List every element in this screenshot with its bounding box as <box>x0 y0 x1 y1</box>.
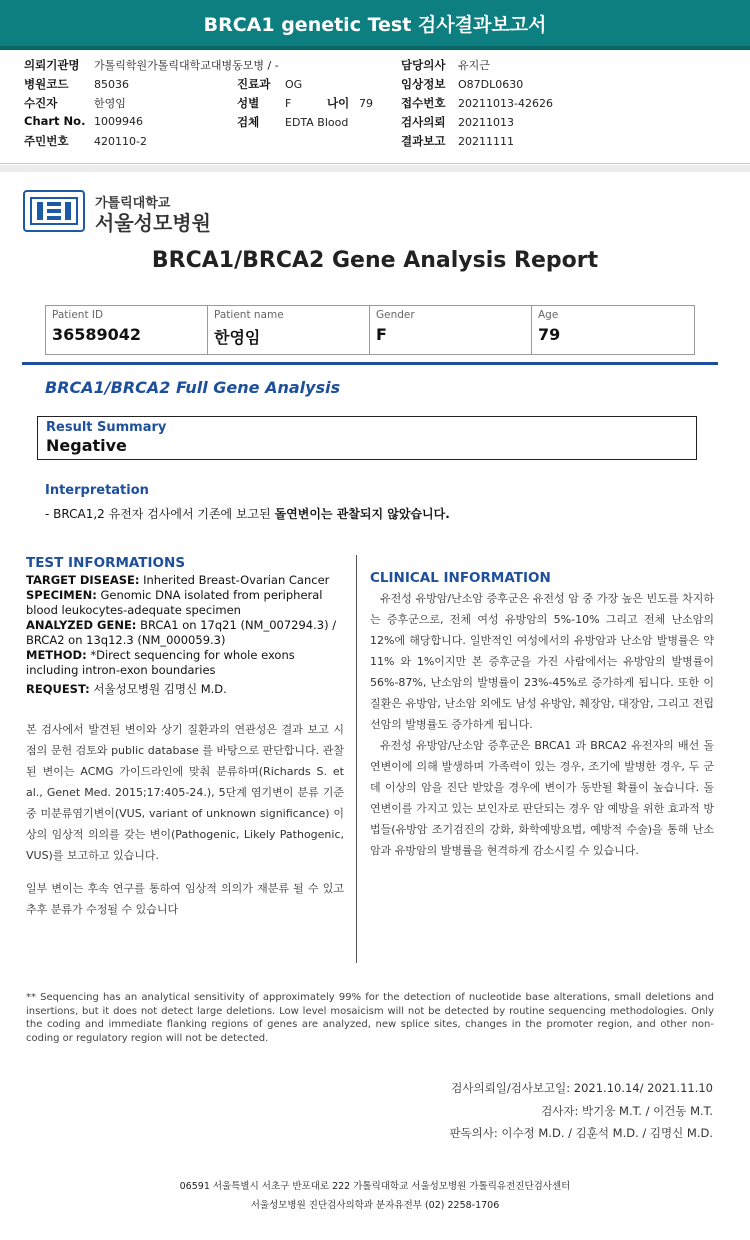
reclassification-paragraph: 일부 변이는 후속 연구를 통하여 임상적 의의가 재분류 될 수 있고 추후 분류가 수정될 수 있습니다 <box>26 882 344 916</box>
meta-value: 가톨릭학원가톨릭대학교대병동모병 / - <box>94 59 279 72</box>
clinical-info-section <box>370 570 714 861</box>
meta-label: 진료과 <box>237 77 271 91</box>
meta-value: EDTA Blood <box>285 116 349 129</box>
interpretation-conclusion: 돌연변이는 관찰되지 않았습니다. <box>274 507 450 521</box>
meta-institution <box>24 57 279 73</box>
logo-university-name: 가톨릭대학교 <box>95 196 171 211</box>
address-line-2: 서울성모병원 진단검사의학과 분자유전부 (02) 2258-1706 <box>250 1200 500 1211</box>
request-value: 서울성모병원 김명신 M.D. <box>89 682 227 696</box>
specimen-label: SPECIMEN: <box>26 588 97 602</box>
method-label: METHOD: <box>26 648 87 662</box>
test-info-title: TEST INFORMATIONS <box>26 555 186 571</box>
target-disease <box>26 573 344 588</box>
variant-classification-paragraph: 본 검사에서 발견된 변이와 상기 질환과의 연관성은 결과 보고 시점의 문헌 검토와 public database 를 바탕으로 판단합니다. 관찰된 변이는 ACMG 가이드라인에 맞춰 분류하며(Richards S. et al., Genet Med. 2015;17:405-24.), 5단계 염기변이 분류 기준 중 미분류염기변이(VUS, variant of unknown significance) 이상의 임상적 의의를 갖는 변이(Pathogenic, Likely Pathogenic, VUS)를 보고하고 있습니다. <box>26 723 344 862</box>
patient-name-cell <box>208 306 370 354</box>
analyzed-gene-label: ANALYZED GENE: <box>26 618 137 632</box>
meta-label: 성별 <box>237 96 260 110</box>
meta-label: 의뢰기관명 <box>24 58 80 72</box>
reader-line: 판독의사: 이수정 M.D. / 김훈석 M.D. / 김명신 M.D. <box>449 1126 713 1140</box>
section-title: BRCA1/BRCA2 Full Gene Analysis <box>45 378 341 397</box>
target-disease-value: Inherited Breast-Ovarian Cancer <box>139 573 330 587</box>
age-label: Age <box>538 309 559 321</box>
interpretation-text <box>45 505 450 522</box>
meta-patient <box>24 95 126 111</box>
meta-value: 79 <box>359 97 373 110</box>
report-title: BRCA1/BRCA2 Gene Analysis Report <box>151 248 599 273</box>
meta-label: 임상정보 <box>401 77 446 91</box>
gender-value: F <box>376 325 387 344</box>
method <box>26 648 344 678</box>
specimen <box>26 588 344 618</box>
patient-meta-panel <box>0 54 750 164</box>
meta-label: 수진자 <box>24 96 58 110</box>
meta-request-date <box>401 114 514 130</box>
interpretation-label: Interpretation <box>45 483 149 498</box>
meta-chart-no <box>24 114 143 128</box>
meta-value: 1009946 <box>94 115 143 128</box>
patient-id-cell <box>46 306 208 354</box>
section-divider <box>0 165 750 172</box>
meta-label: 나이 <box>327 96 350 110</box>
request-report-dates: 검사의뢰일/검사보고일: 2021.10.14/ 2021.11.10 <box>451 1081 713 1095</box>
meta-label: 결과보고 <box>401 134 446 148</box>
meta-sex <box>237 95 373 111</box>
meta-value: 20211013-42626 <box>458 97 553 110</box>
interpretation-prefix: - BRCA1,2 유전자 검사에서 기존에 보고된 <box>45 507 275 521</box>
patient-name-value: 한영임 <box>214 328 261 347</box>
method-value: *Direct sequencing for whole exons including intron-exon boundaries <box>26 648 295 677</box>
blue-divider <box>22 362 718 365</box>
hospital-emblem-logo <box>23 190 85 232</box>
meta-label: Chart No. <box>24 114 86 128</box>
report-header-title: BRCA1 genetic Test 검사결과보고서 <box>203 14 547 36</box>
clinical-paragraph-1: 유전성 유방암/난소암 증후군은 유전성 암 중 가장 높은 빈도를 차지하는 증후군으로, 전체 여성 유방암의 5%-10% 그리고 전체 난소암의 12%에 해당합니다. 일반적인 여성에서의 유방암과 난소암 발병률은 약 11% 와 1%이지만 본 증후군을 가진 사람에서는 유방암의 발병률이 56%-87%, 난소암의 발병률이 23%-45%로 증가하게 됩니다. 또한 이 질환은 유방암, 난소암 외에도 남성 유방암, 췌장암, 대장암, 그리고 전립선암의 발병률도 증가하게 됩니다. <box>370 592 714 731</box>
meta-hospital-code <box>24 76 129 92</box>
meta-value: OG <box>285 78 303 91</box>
meta-value: O87DL0630 <box>458 78 524 91</box>
clinical-paragraph-2: 유전성 유방암/난소암 증후군은 BRCA1 과 BRCA2 유전자의 배선 돌연변이에 의해 발생하며 가족력이 있는 경우, 조기에 발병한 경우, 두 군데 이상의 암을 진단 받았을 경우에 변이가 동반될 확률이 높습니다. 돌연변이를 가지고 있는 보인자로 판단되는 경우 암 예방을 위한 효과적 방법들(유방암 조기검진의 강화, 화학예방요법, 예방적 수술)을 통해 난소암과 유방암의 발병률을 현격하게 감소시킬 수 있습니다. <box>370 739 714 857</box>
age-cell <box>532 306 694 354</box>
report-header-bar <box>0 0 750 50</box>
meta-value: 85036 <box>94 78 129 91</box>
patient-info-box <box>45 305 695 355</box>
request <box>26 682 344 697</box>
meta-report-date <box>401 133 514 149</box>
meta-label: 병원코드 <box>24 77 69 91</box>
meta-label: 주민번호 <box>24 134 69 148</box>
meta-resident-no <box>24 133 147 149</box>
meta-value: 한영임 <box>94 97 126 110</box>
meta-department <box>237 76 302 92</box>
meta-value: 20211111 <box>458 135 514 148</box>
patient-id-label: Patient ID <box>52 309 104 321</box>
column-divider <box>356 555 357 963</box>
meta-label: 접수번호 <box>401 96 446 110</box>
analyzed-gene-value: BRCA1 on 17q21 (NM_007294.3) / BRCA2 on 13q12.3 (NM_000059.3) <box>26 618 337 647</box>
request-label: REQUEST: <box>26 682 90 696</box>
meta-label: 검체 <box>237 115 260 129</box>
patient-name-label: Patient name <box>214 309 284 321</box>
specimen-value: Genomic DNA isolated from peripheral blood leukocytes-adequate specimen <box>26 588 323 617</box>
meta-value: 420110-2 <box>94 135 147 148</box>
logo-hospital-name: 서울성모병원 <box>95 211 211 235</box>
meta-specimen <box>237 114 348 130</box>
result-summary-value: Negative <box>46 436 127 455</box>
test-info-section <box>26 555 344 920</box>
meta-value: 20211013 <box>458 116 514 129</box>
address-line-1: 06591 서울특별시 서초구 반포대로 222 가톨릭대학교 서울성모병원 가톨릭유전진단검사센터 <box>179 1181 571 1192</box>
report-document <box>0 172 750 1240</box>
result-summary-label: Result Summary <box>46 420 167 435</box>
meta-value: F <box>285 97 292 110</box>
analyzed-gene <box>26 618 344 648</box>
meta-label: 담당의사 <box>401 58 446 72</box>
gender-label: Gender <box>376 309 415 321</box>
patient-id-value: 36589042 <box>52 325 142 344</box>
meta-doctor <box>401 57 490 73</box>
meta-value: 유지근 <box>458 59 490 72</box>
examiner-line: 검사자: 박기웅 M.T. / 이건동 M.T. <box>541 1104 713 1118</box>
gender-cell <box>370 306 532 354</box>
result-summary-box <box>37 416 697 460</box>
age-value: 79 <box>538 325 561 344</box>
meta-label: 검사의뢰 <box>401 115 446 129</box>
meta-clinical-info <box>401 76 523 92</box>
sequencing-footnote: ** Sequencing has an analytical sensitivity of approximately 99% for the detection of nucleotide base alterations, small deletions and insertions, but it does not detect large deletions. Low level mosaicism will not be detected by routine sequencing methodologies. Only the coding and immediate flanking regions of genes are analyzed, new splice sites, changes in the promoter region, and other non-coding or regulatory region will not be detected. <box>26 992 714 1044</box>
target-disease-label: TARGET DISEASE: <box>26 573 140 587</box>
meta-receipt-no <box>401 95 553 111</box>
clinical-info-title: CLINICAL INFORMATION <box>370 570 551 586</box>
